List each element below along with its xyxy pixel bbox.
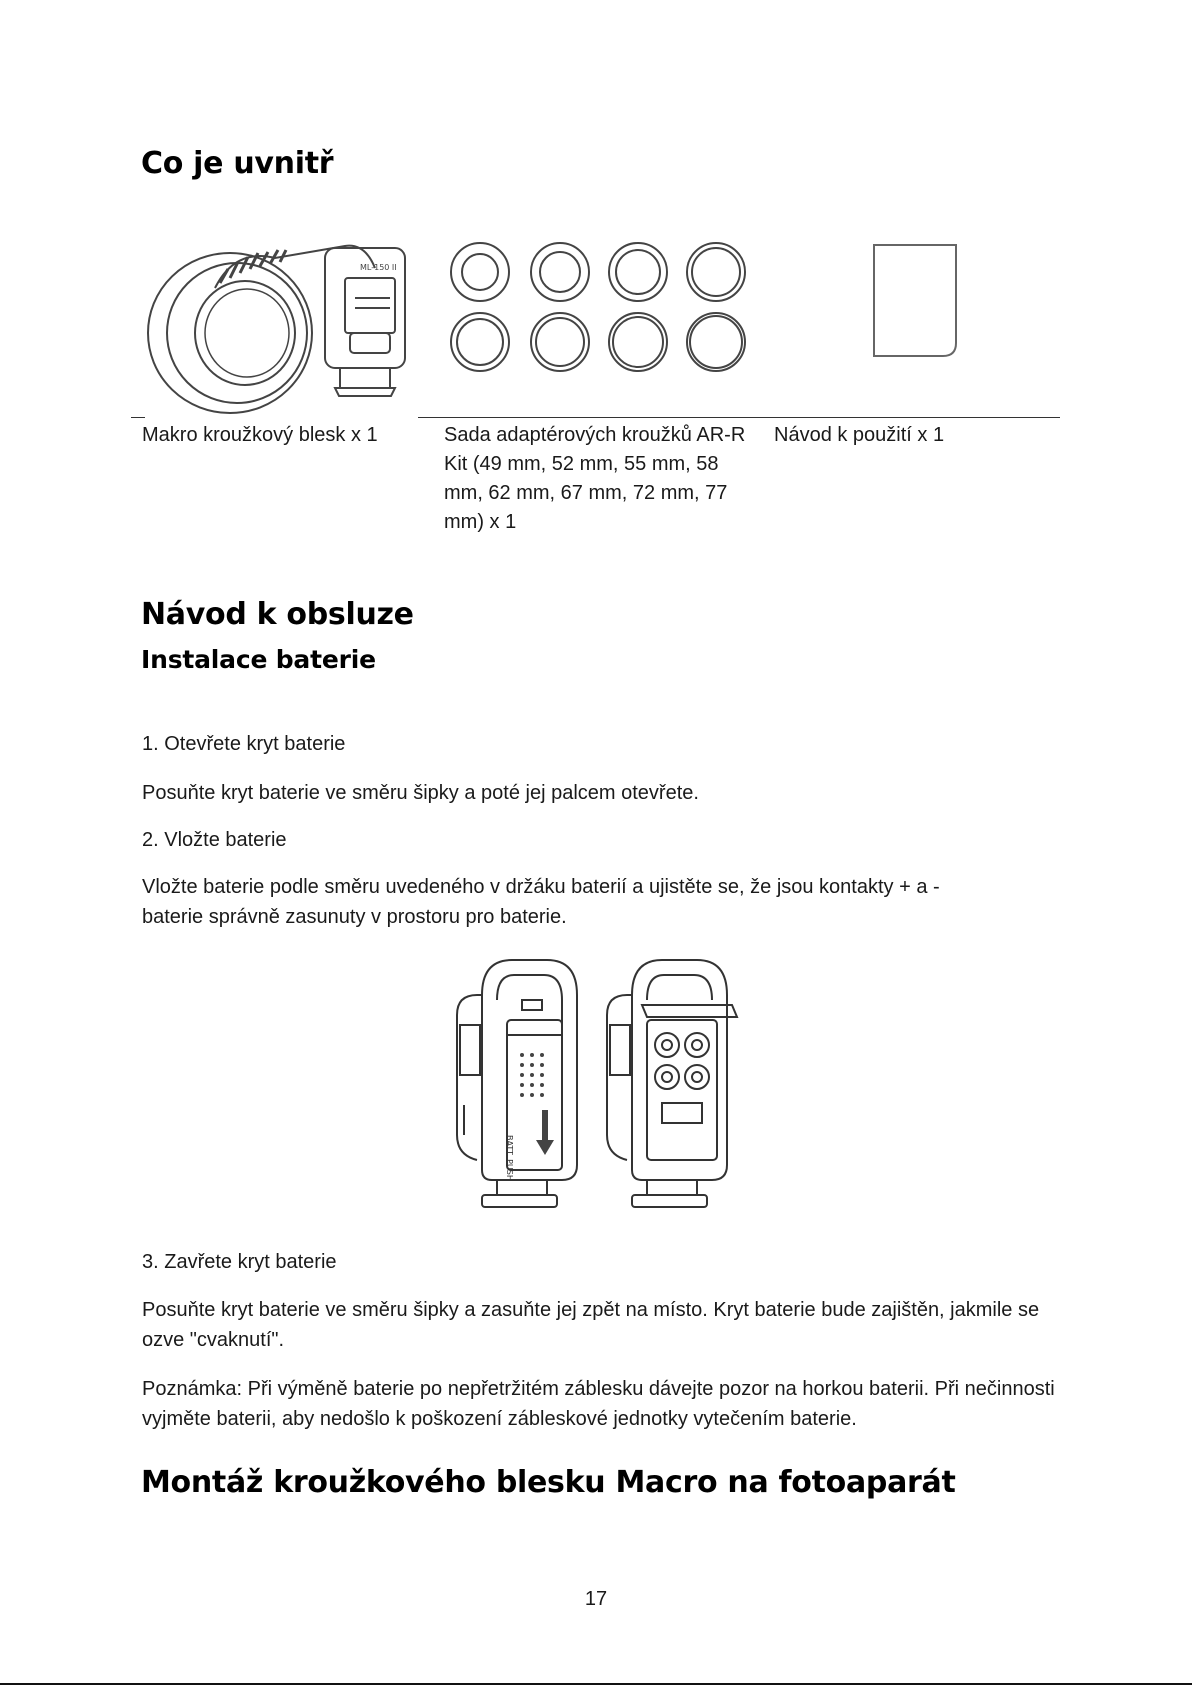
section-title-mounting: Montáž kroužkového blesku Macro na fotoaparát — [141, 1465, 956, 1500]
caption-adapter-rings: Sada adaptérových kroužků AR-R Kit (49 mm, 52 mm, 55 mm, 58 mm, 62 mm, 67 mm, 72 mm, 77 mm) x 1 — [444, 424, 746, 533]
subsection-title-battery: Instalace baterie — [141, 645, 376, 674]
section-title-contents: Co je uvnitř — [141, 146, 334, 181]
step-2-body: Vložte baterie podle směru uvedeného v držáku baterií a ujistěte se, že jsou kontakty + a - baterie správně zasunuty v prostoru pro baterie. — [142, 876, 940, 928]
manual-illustration — [872, 243, 962, 358]
svg-text:BATT. PUSH: BATT. PUSH — [505, 1135, 514, 1181]
divider-left — [131, 417, 145, 418]
step-1-heading: 1. Otevřete kryt baterie — [142, 733, 346, 755]
step-1-body: Posuňte kryt baterie ve směru šipky a poté jej palcem otevřete. — [142, 782, 699, 804]
battery-compartment-illustration — [452, 955, 742, 1215]
page-number: 17 — [584, 1588, 608, 1610]
caption-ring-flash: Makro kroužkový blesk x 1 — [142, 424, 378, 446]
divider-right — [418, 417, 1060, 418]
step-3-heading: 3. Zavřete kryt baterie — [142, 1251, 337, 1273]
step-2-heading: 2. Vložte baterie — [142, 829, 287, 851]
battery-note: Poznámka: Při výměně baterie po nepřetržitém záblesku dávejte pozor na horkou baterii. Při nečinnosti vyjměte baterii, aby nedošlo k poškození zábleskové jednotky vytečením baterie. — [142, 1378, 1055, 1430]
adapter-rings-illustration — [450, 242, 750, 372]
section-title-operation: Návod k obsluze — [141, 597, 414, 632]
step-3-body: Posuňte kryt baterie ve směru šipky a zasuňte jej zpět na místo. Kryt baterie bude zajištěn, jakmile se ozve "cvaknutí". — [142, 1299, 1040, 1351]
caption-manual: Návod k použití x 1 — [774, 424, 945, 446]
ring-flash-illustration — [145, 238, 415, 423]
svg-text:ML-150 II: ML-150 II — [360, 263, 397, 272]
